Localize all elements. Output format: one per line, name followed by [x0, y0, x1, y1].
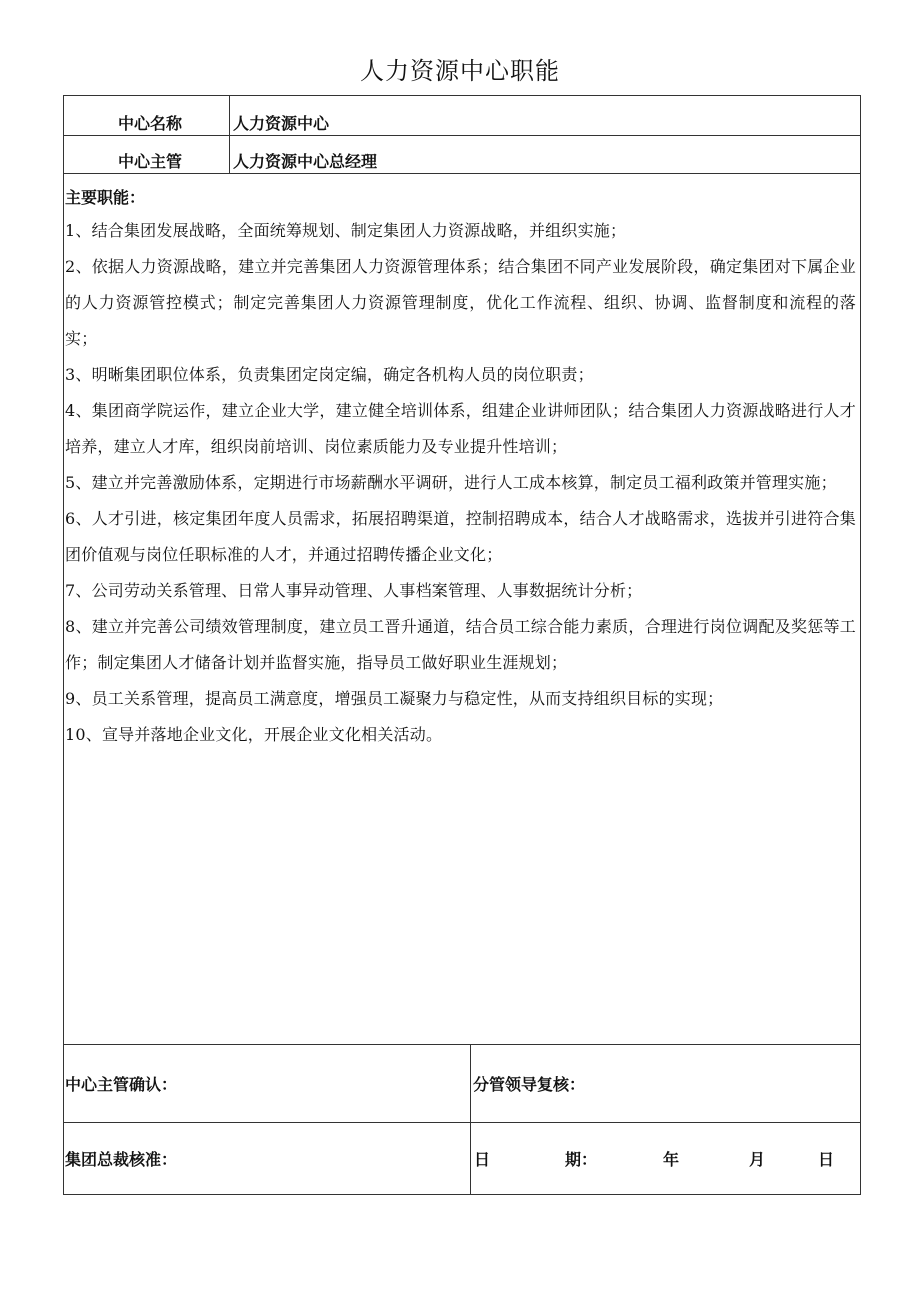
duty-item: 6、人才引进，核定集团年度人员需求，拓展招聘渠道，控制招聘成本，结合人才战略需求，选拔并引进符合集团价值观与岗位任职标准的人才，并通过招聘传播企业文化； — [65, 509, 856, 564]
head-confirm-label: 中心主管确认： — [65, 1075, 178, 1094]
center-head-value: 人力资源中心总经理 — [233, 152, 378, 171]
duty-item: 9、员工关系管理，提高员工满意度，增强员工凝聚力与稳定性，从而支持组织目标的实现； — [65, 689, 724, 708]
duty-item: 5、建立并完善激励体系，定期进行市场薪酬水平调研，进行人工成本核算，制定员工福利政策并管理实施； — [65, 473, 837, 492]
duties-heading: 主要职能： — [65, 188, 146, 207]
president-approve-label: 集团总裁核准： — [65, 1150, 178, 1169]
document-title: 人力资源中心职能 — [360, 57, 560, 85]
duty-item: 7、公司劳动关系管理、日常人事异动管理、人事档案管理、人事数据统计分析； — [65, 581, 643, 600]
duty-item: 4、集团商学院运作，建立企业大学，建立健全培训体系，组建企业讲师团队；结合集团人力资源战略进行人才培养，建立人才库，组织岗前培训、岗位素质能力及专业提升性培训； — [65, 401, 856, 456]
duty-item: 3、明晰集团职位体系，负责集团定岗定编，确定各机构人员的岗位职责； — [65, 365, 594, 384]
president-approve-cell[interactable] — [64, 1123, 471, 1195]
center-name-row — [64, 96, 860, 136]
center-name-value: 人力资源中心 — [233, 114, 330, 133]
center-head-label: 中心主管 — [64, 136, 230, 173]
function-table — [63, 95, 861, 1195]
duties-section — [64, 174, 860, 1045]
approve-row — [64, 1123, 860, 1195]
center-head-row — [64, 136, 860, 174]
date-month-label: 月 — [749, 1150, 766, 1169]
date-cell[interactable] — [472, 1123, 860, 1195]
date-year-label: 年 — [663, 1150, 680, 1169]
head-confirm-cell[interactable] — [64, 1045, 471, 1122]
duty-item: 1、结合集团发展战略，全面统筹规划、制定集团人力资源战略，并组织实施； — [65, 221, 627, 240]
date-label: 期： — [565, 1150, 598, 1169]
duty-item: 8、建立并完善公司绩效管理制度，建立员工晋升通道，结合员工综合能力素质，合理进行岗位调配及奖惩等工作；制定集团人才储备计划并监督实施，指导员工做好职业生涯规划； — [65, 617, 856, 672]
center-name-label: 中心名称 — [64, 96, 230, 135]
confirm-row — [64, 1045, 860, 1123]
leader-review-label: 分管领导复核： — [473, 1075, 586, 1094]
date-label-first-char: 日 — [474, 1150, 491, 1169]
duty-item: 10、宣导并落地企业文化，开展企业文化相关活动。 — [65, 725, 443, 744]
date-day-label: 日 — [818, 1150, 835, 1169]
leader-review-cell[interactable] — [472, 1045, 860, 1122]
duty-item: 2、依据人力资源战略，建立并完善集团人力资源管理体系；结合集团不同产业发展阶段，确定集团对下属企业的人力资源管控模式；制定完善集团人力资源管理制度，优化工作流程、组织、协调、监督制度和流程的落实； — [65, 257, 856, 348]
